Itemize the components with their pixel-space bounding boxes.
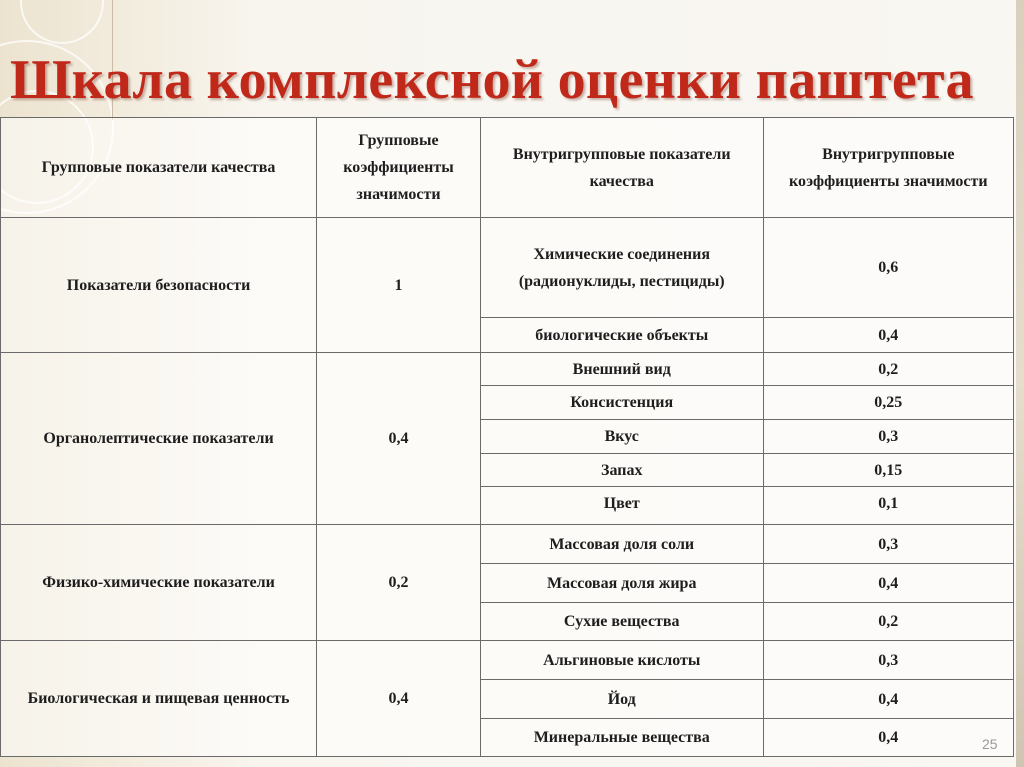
item-name: Запах <box>480 454 763 487</box>
group-coefficient: 0,4 <box>317 353 481 525</box>
item-value: 0,2 <box>763 353 1013 386</box>
item-name: Массовая доля жира <box>480 564 763 603</box>
item-value: 0,25 <box>763 386 1013 420</box>
table-row <box>1 218 1014 318</box>
group-name: Показатели безопасности <box>1 218 317 353</box>
item-name: биологические объекты <box>480 318 763 353</box>
table-header-row <box>1 118 1014 218</box>
group-name: Физико-химические показатели <box>1 525 317 641</box>
item-value: 0,4 <box>763 564 1013 603</box>
item-name: Внешний вид <box>480 353 763 386</box>
item-value: 0,15 <box>763 454 1013 487</box>
header-group-coefficients: Групповые коэффициенты значимости <box>317 118 481 218</box>
table-row <box>1 641 1014 680</box>
table-row <box>1 353 1014 386</box>
page-number: 25 <box>982 736 998 752</box>
item-value: 0,4 <box>763 719 1013 757</box>
item-name: Альгиновые кислоты <box>480 641 763 680</box>
group-name: Биологическая и пищевая ценность <box>1 641 317 757</box>
item-value: 0,2 <box>763 603 1013 641</box>
item-value: 0,4 <box>763 318 1013 353</box>
item-name: Йод <box>480 680 763 719</box>
group-coefficient: 0,4 <box>317 641 481 757</box>
item-name: Консистенция <box>480 386 763 420</box>
item-value: 0,4 <box>763 680 1013 719</box>
group-coefficient: 1 <box>317 218 481 353</box>
item-name: Сухие вещества <box>480 603 763 641</box>
item-value: 0,1 <box>763 487 1013 525</box>
group-name: Органолептические показатели <box>1 353 317 525</box>
item-name: Вкус <box>480 420 763 454</box>
header-subgroup-coefficients: Внутригрупповые коэффициенты значимости <box>763 118 1013 218</box>
item-name: Минеральные вещества <box>480 719 763 757</box>
table-row <box>1 525 1014 564</box>
header-subgroup-indicators: Внутригрупповые показатели качества <box>480 118 763 218</box>
item-value: 0,3 <box>763 525 1013 564</box>
item-value: 0,3 <box>763 641 1013 680</box>
item-value: 0,3 <box>763 420 1013 454</box>
header-group-indicators: Групповые показатели качества <box>1 118 317 218</box>
slide-title: Шкала комплексной оценки паштета <box>10 49 974 111</box>
group-coefficient: 0,2 <box>317 525 481 641</box>
item-name: Цвет <box>480 487 763 525</box>
slide-frame-edge <box>1016 0 1024 767</box>
item-name: Химические соединения (радионуклиды, пестициды) <box>480 218 763 318</box>
item-name: Массовая доля соли <box>480 525 763 564</box>
item-value: 0,6 <box>763 218 1013 318</box>
quality-scale-table <box>0 117 1014 757</box>
